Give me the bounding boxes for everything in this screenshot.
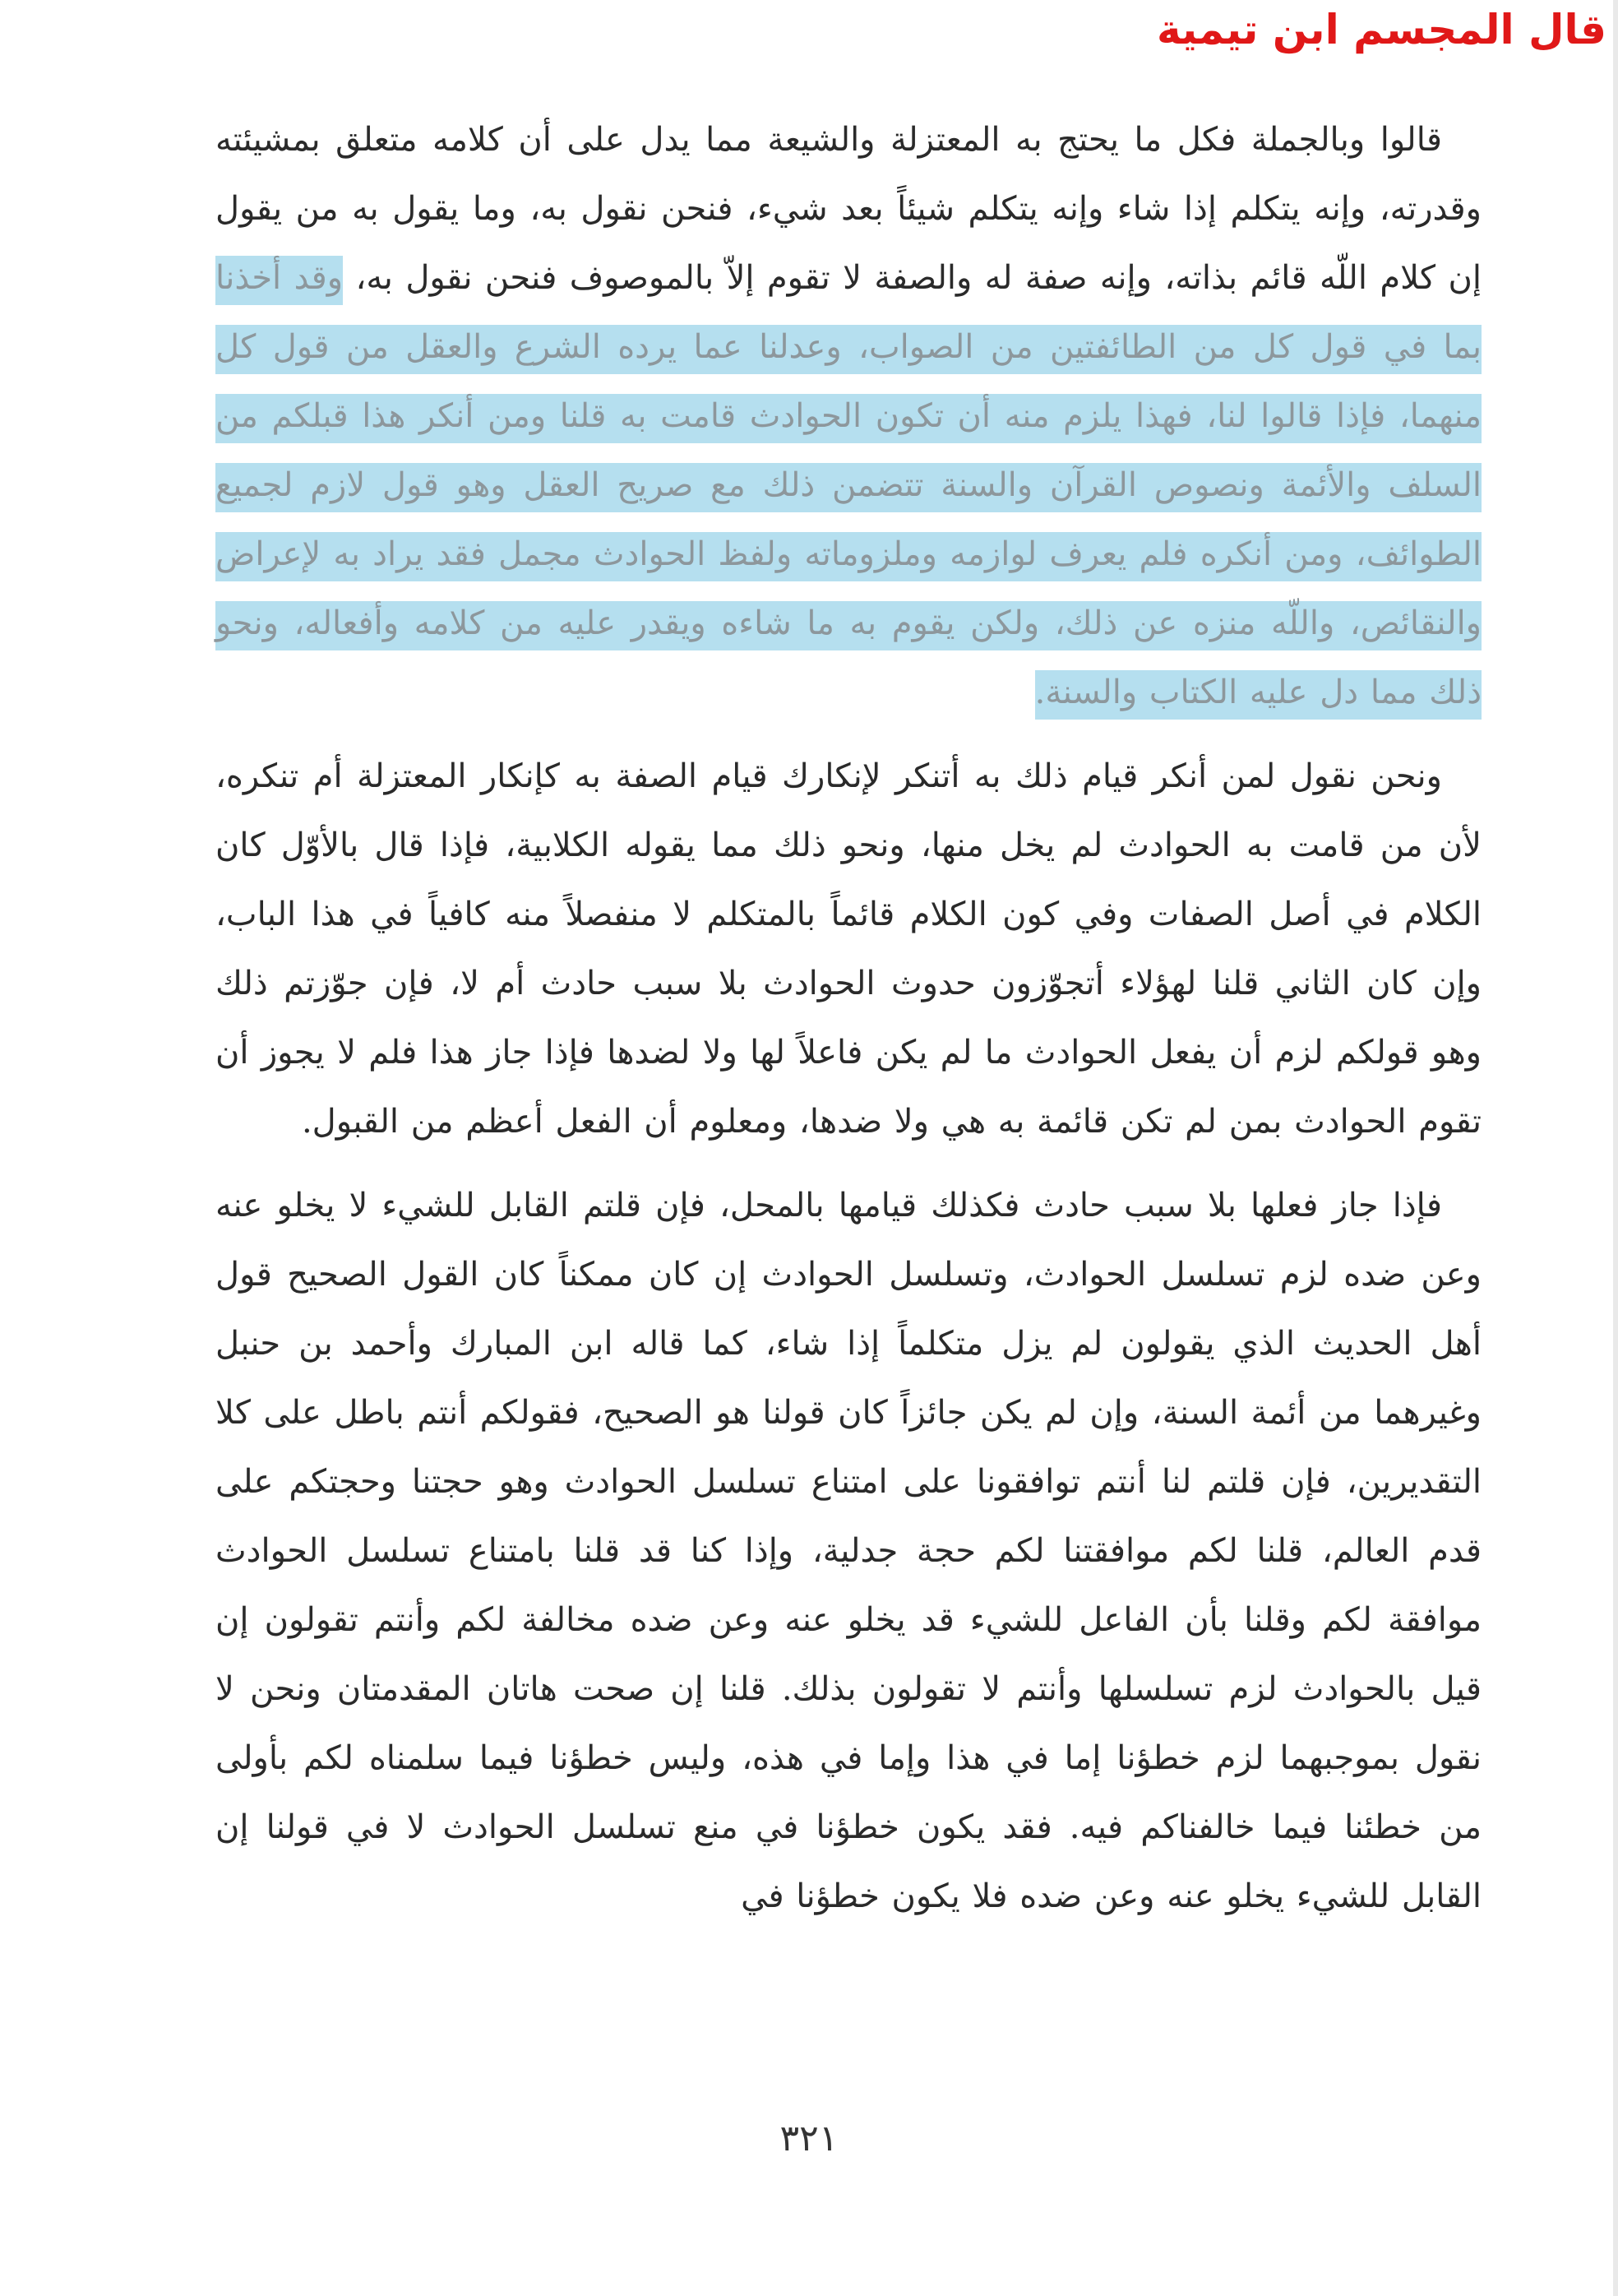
paragraph-1-text: قالوا وبالجملة فكل ما يحتج به المعتزلة والشيعة مما يدل على أن كلامه متعلق بمشيئته وقدرته، وإنه يتكلم إذا شاء وإنه يتكلم شيئاً بعد شيء، فنحن نقول به، وما يقول به من يقول إن كلام اللّه قائم بذاته، وإنه صفة له والصفة لا تقوم إلاّ بالموصوف فنحن نقول به، [215, 121, 1482, 297]
page-number: ٣٢١ [779, 2118, 839, 2159]
highlighted-passage: وقد أخذنا بما في قول كل من الطائفتين من الصواب، وعدلنا عما يرده الشرع والعقل من قول كل منهما، فإذا قالوا لنا، فهذا يلزم منه أن تكون الحوادث قامت به قلنا ومن أنكر هذا قبلكم من السلف والأئمة ونصوص القرآن والسنة تتضمن ذلك مع صريح العقل وهو قول لازم لجميع الطوائف، ومن أنكره فلم يعرف لوازمه وملزوماته ولفظ الحوادث مجمل فقد يراد به لإعراض والنقائص، واللّه منزه عن ذلك، ولكن يقوم به ما شاءه ويقدر عليه من كلامه وأفعاله، ونحو ذلك مما دل عليه الكتاب والسنة. [215, 256, 1482, 720]
paragraph-3: فإذا جاز فعلها بلا سبب حادث فكذلك قيامها بالمحل، فإن قلتم القابل للشيء لا يخلو عنه وعن ضده لزم تسلسل الحوادث، وتسلسل الحوادث إن كان ممكناً كان القول الصحيح قول أهل الحديث الذي يقولون لم يزل متكلماً إذا شاء، كما قاله ابن المبارك وأحمد بن حنبل وغيرهما من أئمة السنة، وإن لم يكن جائزاً كان قولنا هو الصحيح، فقولكم أنتم باطل على كلا التقديرين، فإن قلتم لنا أنتم توافقونا على امتناع تسلسل الحوادث وهو حجتنا وحجتكم على قدم العالم، قلنا لكم موافقتنا لكم حجة جدلية، وإذا كنا قد قلنا بامتناع تسلسل الحوادث موافقة لكم وقلنا بأن الفاعل للشيء قد يخلو عنه وعن ضده مخالفة لكم وأنتم تقولون إن قيل بالحوادث لزم تسلسلها وأنتم لا تقولون بذلك. قلنا إن صحت هاتان المقدمتان ونحن لا نقول بموجبهما لزم خطؤنا إما في هذا وإما في هذه، وليس خطؤنا فيما سلمناه لكم بأولى من خطئنا فيما خالفناكم فيه. فقد يكون خطؤنا في منع تسلسل الحوادث لا في قولنا إن القابل للشيء يخلو عنه وعن ضده فلا يكون خطؤنا في [215, 1187, 1482, 1915]
paragraph-1 [215, 105, 1482, 727]
page-title: قال المجسم ابن تيمية [1156, 6, 1606, 53]
paragraph-2: ونحن نقول لمن أنكر قيام ذلك به أتنكر لإنكارك قيام الصفة به كإنكار المعتزلة أم تنكره، لأن من قامت به الحوادث لم يخل منها، ونحو ذلك مما يقوله الكلابية، فإذا قال بالأوّل كان الكلام في أصل الصفات وفي كون الكلام قائماً بالمتكلم لا منفصلاً منه كافياً في هذا الباب، وإن كان الثاني قلنا لهؤلاء أتجوّزون حدوث الحوادث بلا سبب حادث أم لا، فإن جوّزتم ذلك وهو قولكم لزم أن يفعل الحوادث ما لم يكن فاعلاً لها ولا لضدها فإذا جاز هذا فلم لا يجوز أن تقوم الحوادث بمن لم تكن قائمة به هي ولا ضدها، ومعلوم أن الفعل أعظم من القبول. [215, 757, 1482, 1141]
page-edge [1613, 0, 1618, 2296]
page-body [215, 105, 1482, 1931]
